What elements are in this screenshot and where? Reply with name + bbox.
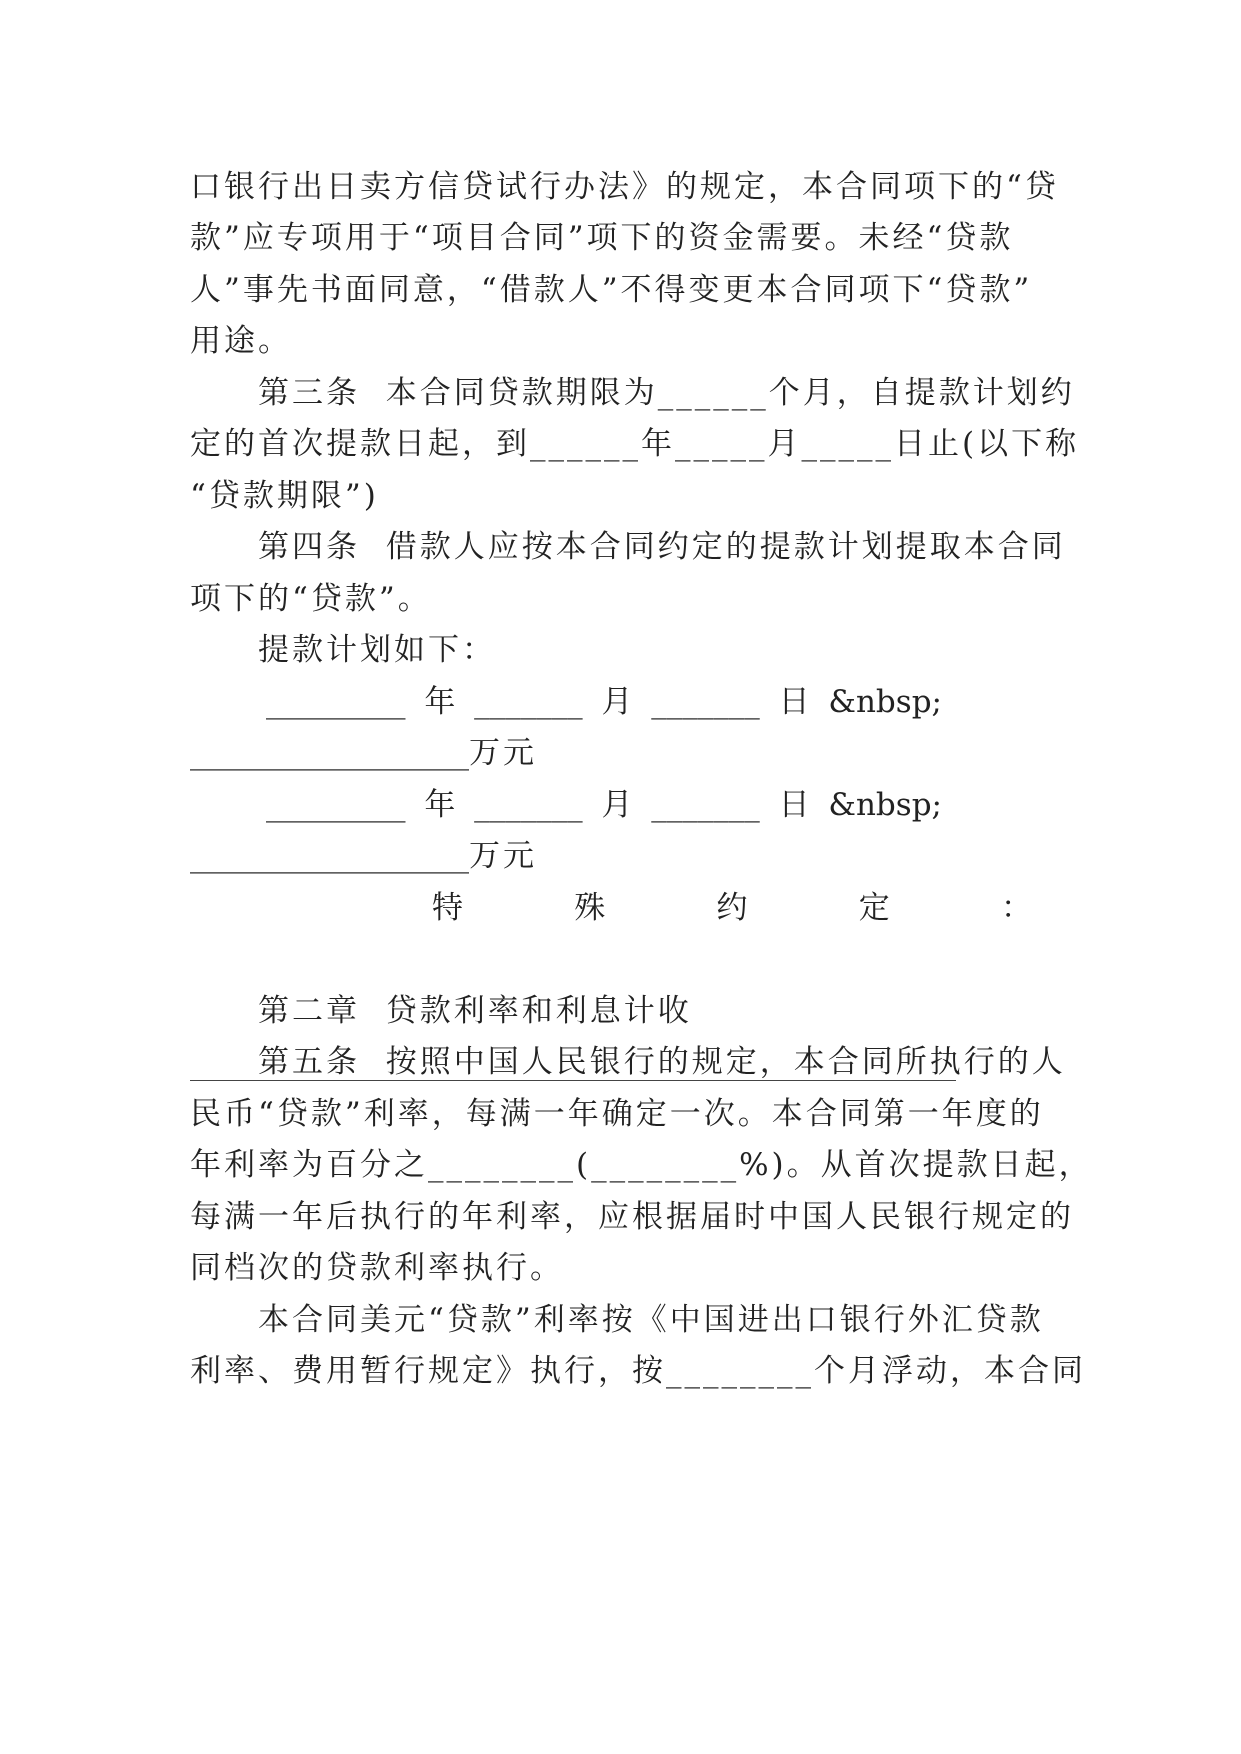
special-terms-char: 定 (858, 890, 890, 926)
text-line: 利率、费用暂行规定》执行，按________个月浮动，本合同 (190, 1353, 1086, 1389)
text-line: 每满一年后执行的年利率，应根据届时中国人民银行规定的 (190, 1199, 1074, 1235)
text-line: 定的首次提款日起，到______年_____月_____日止(以下称 (190, 426, 1080, 462)
special-terms-char: 特 (432, 890, 463, 926)
paragraph-first-line: 本合同美元“贷款”利率按《中国进出口银行外汇贷款 (258, 1302, 1044, 1338)
text-line: 口银行出日卖方信贷试行办法》的规定，本合同项下的“贷 (190, 169, 1059, 205)
day-blank: _______ (651, 787, 760, 823)
withdrawal-schedule-row (266, 682, 942, 722)
article-4-heading-line: 第四条 借款人应按本合同约定的提款计划提取本合同 (258, 529, 1066, 565)
special-terms-char: 约 (716, 890, 748, 926)
text-line: 年利率为百分之________(________%)。从首次提款日起， (190, 1147, 1093, 1183)
unit-label: 万元 (469, 735, 537, 771)
unit-label: 万元 (469, 838, 537, 874)
withdrawal-schedule-row (266, 785, 942, 825)
withdrawal-plan-label: 提款计划如下： (258, 632, 496, 668)
month-blank: _______ (474, 787, 583, 823)
month-label: 月 (601, 787, 633, 823)
special-terms-heading (432, 888, 1032, 928)
nbsp-text: &nbsp; (828, 787, 942, 823)
article-3-heading-line: 第三条 本合同贷款期限为______个月，自提款计划约 (258, 375, 1075, 411)
month-blank: _______ (474, 684, 583, 720)
text-line: 民币“贷款”利率，每满一年确定一次。本合同第一年度的 (190, 1096, 1044, 1132)
year-blank: _________ (266, 787, 406, 823)
amount-blank: __________________ (190, 838, 469, 874)
year-label: 年 (424, 684, 456, 720)
day-label: 日 (778, 787, 810, 823)
chapter-2-heading: 第二章 贷款利率和利息计收 (258, 993, 692, 1029)
withdrawal-amount-line (190, 733, 1060, 773)
text-line: “贷款期限”) (190, 478, 379, 514)
text-line: 款”应专项用于“项目合同”项下的资金需要。未经“贷款 (190, 220, 1014, 256)
withdrawal-amount-line (190, 836, 1060, 876)
day-blank: _______ (651, 684, 760, 720)
text-line: 同档次的贷款利率执行。 (190, 1250, 564, 1286)
day-label: 日 (778, 684, 810, 720)
special-terms-char: ： (1001, 890, 1032, 926)
text-line: 用途。 (190, 323, 292, 359)
month-label: 月 (601, 684, 633, 720)
text-line: 项下的“贷款”。 (190, 581, 432, 617)
nbsp-text: &nbsp; (828, 684, 942, 720)
special-terms-char: 殊 (574, 890, 606, 926)
text-line: 人”事先书面同意，“借款人”不得变更本合同项下“贷款” (190, 272, 1033, 308)
amount-blank: __________________ (190, 735, 469, 771)
year-label: 年 (424, 787, 456, 823)
article-5-heading-line: 第五条 按照中国人民银行的规定，本合同所执行的人 (258, 1044, 1066, 1080)
year-blank: _________ (266, 684, 406, 720)
